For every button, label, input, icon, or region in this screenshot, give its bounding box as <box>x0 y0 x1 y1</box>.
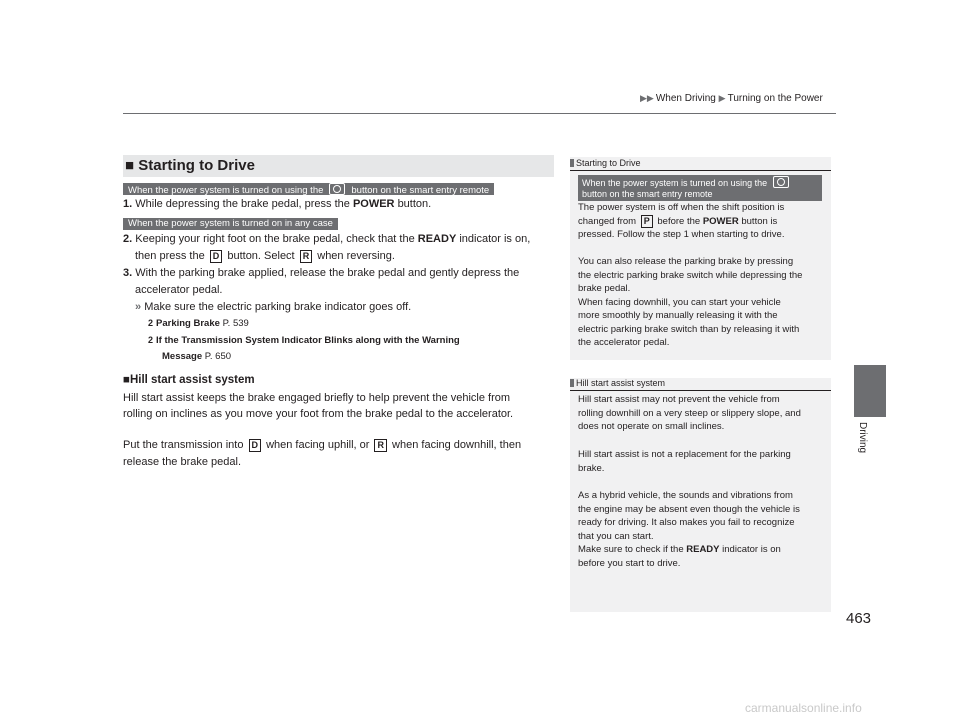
breadcrumb-arrow-icon: ▶ <box>718 93 726 103</box>
note-text: electric parking brake switch than by releasing it with <box>578 323 800 335</box>
chapter-tab[interactable] <box>854 365 886 417</box>
paragraph-line: release the brake pedal. <box>123 456 242 468</box>
context-label-remote <box>123 183 494 195</box>
note-text: the electric parking brake switch while depressing the <box>578 269 803 281</box>
side-note-paragraph <box>578 543 781 570</box>
section-marker-icon: ■ <box>125 157 135 174</box>
breadcrumb-item[interactable]: When Driving <box>655 93 716 104</box>
note-marker-icon <box>570 379 574 387</box>
cross-reference[interactable] <box>148 332 460 349</box>
context-label-text: When the power system is turned on using the <box>128 185 324 196</box>
side-note-heading-text: Starting to Drive <box>576 158 641 168</box>
smart-entry-remote-icon <box>329 183 345 195</box>
note-text: brake pedal. <box>578 283 631 294</box>
step-number: 3. <box>123 267 133 279</box>
watermark: carmanualsonline.info <box>745 701 862 715</box>
note-text: the engine may be absent even though the vehicle is <box>578 503 800 515</box>
section-title <box>125 157 255 174</box>
side-note-paragraph <box>578 489 800 543</box>
note-text: rolling downhill on a very steep or slippery slope, and <box>578 407 801 419</box>
step-text: While depressing the brake pedal, press the <box>135 198 350 210</box>
step-text: button. Select <box>227 250 295 262</box>
note-text: does not operate on small inclines. <box>578 421 725 432</box>
d-key-icon: D <box>210 250 223 263</box>
step-text: then press the <box>135 250 205 262</box>
side-note-divider <box>570 170 831 171</box>
step-3-cont: accelerator pedal. <box>135 284 223 296</box>
step-text: button. <box>397 198 432 210</box>
power-button-label: POWER <box>702 215 739 227</box>
context-label-text: button on the smart entry remote <box>582 189 713 199</box>
note-text: As a hybrid vehicle, the sounds and vibrations from <box>578 490 793 501</box>
side-note-divider <box>570 390 831 391</box>
paragraph-text: when facing uphill, or <box>266 439 370 451</box>
power-button-label: POWER <box>352 198 395 210</box>
note-text: When facing downhill, you can start your vehicle <box>578 296 781 308</box>
context-label-any-case: When the power system is turned on in any case <box>123 218 338 230</box>
note-text: Hill start assist is not a replacement for the parking <box>578 449 791 460</box>
step-2 <box>123 231 530 248</box>
side-note-heading <box>570 378 665 388</box>
paragraph-line <box>123 437 521 454</box>
note-text: the accelerator pedal. <box>578 337 670 348</box>
note-text: that you can start. <box>578 530 654 542</box>
reference-title: If the Transmission System Indicator Blinks along with the Warning <box>156 335 460 346</box>
side-note-paragraph <box>578 393 801 434</box>
side-note-heading <box>570 158 641 168</box>
step-1 <box>123 196 431 213</box>
reference-arrow-icon: 2 <box>148 318 154 328</box>
subsection-marker-icon: ■ <box>123 374 130 386</box>
step-text: indicator is on, <box>459 233 531 245</box>
note-text: before the <box>657 215 701 227</box>
sub-step-marker-icon: » <box>135 301 142 313</box>
note-text: Hill start assist may not prevent the vehicle from <box>578 394 780 405</box>
paragraph-text: Put the transmission into <box>123 439 244 451</box>
page-number: 463 <box>846 610 872 627</box>
paragraph-line: rolling on inclines as you move your foot from the brake pedal to the accelerator. <box>123 408 514 420</box>
note-text: before you start to drive. <box>578 557 681 569</box>
breadcrumb-item[interactable]: Turning on the Power <box>727 93 823 104</box>
subsection-title-text: Hill start assist system <box>129 374 255 386</box>
side-note-paragraph <box>578 201 784 242</box>
note-text: changed from <box>578 215 637 227</box>
note-text: You can also release the parking brake by pressing <box>578 256 794 267</box>
cross-reference[interactable] <box>148 315 249 332</box>
reference-title: Message <box>162 351 203 362</box>
section-title-text: Starting to Drive <box>138 157 255 174</box>
step-number: 1. <box>123 198 133 210</box>
subsection-title <box>123 374 255 386</box>
paragraph-line: Hill start assist keeps the brake engaged briefly to help prevent the vehicle from <box>123 392 511 404</box>
step-text: Keeping your right foot on the brake pedal, check that the <box>135 233 415 245</box>
note-text: pressed. Follow the step 1 when starting to drive. <box>578 229 785 240</box>
step-number: 2. <box>123 233 133 245</box>
side-note-paragraph <box>578 448 791 475</box>
side-note-heading-text: Hill start assist system <box>576 378 666 388</box>
reference-arrow-icon: 2 <box>148 335 154 345</box>
reference-page: P. 650 <box>204 351 232 362</box>
step-text: Make sure the electric parking brake indicator goes off. <box>144 301 412 313</box>
ready-indicator-label: READY <box>417 233 457 245</box>
note-text: indicator is on <box>722 544 781 555</box>
note-text: more smoothly by manually releasing it with the <box>578 310 778 321</box>
note-marker-icon <box>570 159 574 167</box>
ready-indicator-label: READY <box>686 544 720 555</box>
note-text: ready for driving. It also makes you fail to recognize <box>578 517 795 528</box>
d-key-icon: D <box>249 439 262 452</box>
smart-entry-remote-icon <box>773 176 789 188</box>
step-text: With the parking brake applied, release the brake pedal and gently depress the <box>135 267 520 279</box>
r-key-icon: R <box>300 250 313 263</box>
side-note-paragraph <box>578 255 802 350</box>
context-label-text: When the power system is turned on using the <box>582 178 768 188</box>
paragraph-text: when facing downhill, then <box>392 439 522 451</box>
r-key-icon: R <box>374 439 387 452</box>
header-divider <box>123 113 836 114</box>
cross-reference-cont[interactable] <box>162 348 231 365</box>
note-text: button is <box>741 215 778 227</box>
step-text: when reversing. <box>317 250 395 262</box>
step-3 <box>123 265 519 282</box>
reference-page: P. 539 <box>222 318 249 329</box>
context-label-text: button on the smart entry remote <box>351 185 490 196</box>
reference-title: Parking Brake <box>156 318 220 329</box>
breadcrumb-arrow-icon: ▶▶ <box>640 93 654 103</box>
note-text: Make sure to check if the <box>578 544 684 555</box>
p-key-icon: P <box>641 215 653 228</box>
note-text: brake. <box>578 462 605 474</box>
chapter-label: Driving <box>857 422 868 454</box>
side-note-context-label <box>578 175 822 201</box>
note-text: The power system is off when the shift position is <box>578 202 785 213</box>
breadcrumb <box>640 93 823 104</box>
step-2-cont <box>135 248 395 265</box>
step-3-sub <box>135 299 411 316</box>
